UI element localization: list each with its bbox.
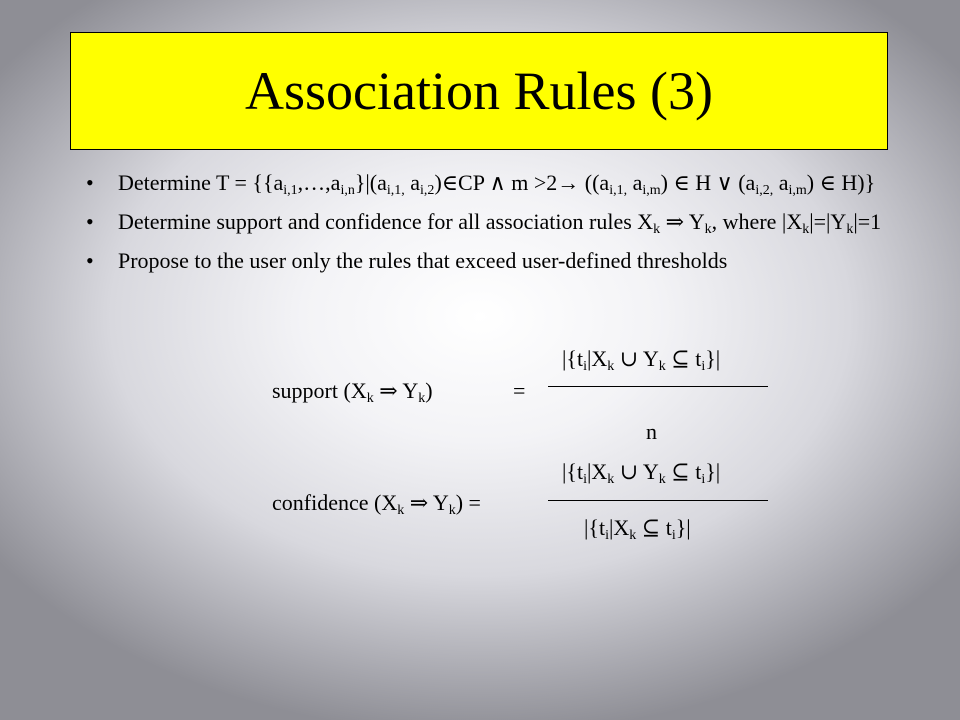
subscript: k xyxy=(607,472,615,487)
subscript: k xyxy=(658,472,666,487)
title-box xyxy=(70,32,888,150)
bullet-item xyxy=(86,246,886,275)
subscript: i,1 xyxy=(283,183,298,198)
subscript: k xyxy=(366,391,374,406)
subscript: k xyxy=(607,359,615,374)
bullet-text: Determine $T = \{\{a_{i,1},\dots,a_{i,n}\}|(a_{i,1,}$ $a_{i,2})\in CP$ ∧ $m >2\to ((a_{i,1,}$ $a_{i,m}$) ∈ H ∨ ($a_{i,2,}$ $a_{i,m}$) ∈ H)} xyxy=(118,170,876,198)
subscript: i xyxy=(671,528,676,543)
subscript: i,1, xyxy=(609,183,628,198)
subscript: i,2, xyxy=(755,183,774,198)
confidence-denominator: $|\{t_i|X_k$ ⊆ $t_i\}|$ xyxy=(584,515,691,543)
subscript: k xyxy=(802,222,810,237)
subscript: i xyxy=(701,472,706,487)
bullet-marker: • xyxy=(86,209,94,234)
support-formula-label: support ($X_k$ ⇒ $Y_k$) xyxy=(272,378,433,406)
confidence-fraction-bar xyxy=(548,500,768,501)
bullet-marker: • xyxy=(86,170,94,195)
subscript: k xyxy=(704,222,712,237)
confidence-numerator: $|\{t_i|X_k$ ∪ $Y_k$ ⊆ $t_i\}|$ xyxy=(562,459,721,487)
bullet-marker: • xyxy=(86,248,94,273)
subscript: i xyxy=(583,359,587,374)
slide-title: Association Rules (3) xyxy=(245,61,713,121)
bullet-item xyxy=(86,207,886,236)
support-numerator: $|\{t_i|X_k$ ∪ $Y_k$ ⊆ $t_i\}|$ xyxy=(562,346,721,374)
subscript: k xyxy=(418,391,426,406)
bullet-list xyxy=(86,168,886,285)
support-denominator: n xyxy=(646,419,657,444)
subscript: i xyxy=(605,528,609,543)
subscript: i xyxy=(583,472,587,487)
support-fraction-bar xyxy=(548,386,768,387)
subscript: i,2 xyxy=(420,183,435,198)
subscript: i,n xyxy=(340,183,355,198)
subscript: i xyxy=(701,359,706,374)
subscript: i,m xyxy=(788,183,807,198)
subscript: k xyxy=(846,222,854,237)
subscript: k xyxy=(653,222,661,237)
subscript: k xyxy=(658,359,666,374)
subscript: i,1, xyxy=(386,183,405,198)
subscript: k xyxy=(397,503,405,518)
bullet-item xyxy=(86,168,886,197)
subscript: k xyxy=(629,528,637,543)
subscript: i,m xyxy=(642,183,661,198)
bullet-text: Determine support and confidence for all association rules $X_k$ ⇒ $Y_k$, where $|X_k|=|Y_k|=1$ xyxy=(118,209,882,237)
confidence-formula-label: confidence ($X_k$ ⇒ $Y_k$) = xyxy=(272,490,481,518)
subscript: k xyxy=(448,503,456,518)
bullet-text: Propose to the user only the rules that exceed user-defined thresholds xyxy=(118,248,728,273)
support-formula-equals: = xyxy=(513,378,526,403)
